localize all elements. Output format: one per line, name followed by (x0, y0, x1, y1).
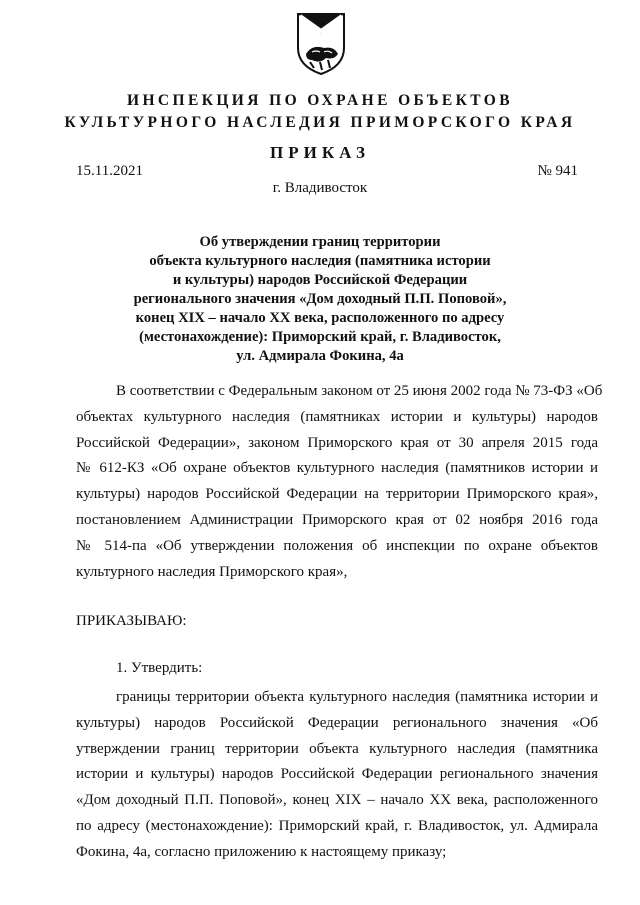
document-city: г. Владивосток (272, 180, 368, 196)
preamble-line: объектах культурного наследия (памятниках истории и культуры) народов (76, 408, 598, 425)
document-type: ПРИКАЗ (270, 143, 370, 162)
preamble-line: В соответствии с Федеральным законом от 25 июня 2002 года № 73-ФЗ «Об (116, 383, 603, 399)
title-line: Об утверждении границ территории (199, 234, 441, 250)
title-line: ул. Адмирала Фокина, 4а (236, 348, 404, 364)
item-1-line: по адресу (местонахождение): Приморский край, г. Владивосток, ул. Адмирала (76, 817, 598, 834)
preamble-paragraph (76, 379, 603, 585)
item-1-line: Фокина, 4а, согласно приложению к настоящему приказу; (76, 843, 447, 860)
preamble-line: постановлением Администрации Приморского края от 02 ноября 2016 года (76, 511, 598, 528)
title-line: (местонахождение): Приморский край, г. Владивосток, (139, 329, 501, 345)
item-1-paragraph (76, 685, 598, 866)
preamble-line: Российской Федерации», законом Приморского края от 30 апреля 2015 года (76, 434, 598, 451)
coat-of-arms-icon (294, 10, 348, 78)
order-title (130, 233, 510, 366)
organization-name-line1: ИНСПЕКЦИЯ ПО ОХРАНЕ ОБЪЕКТОВ (127, 92, 513, 109)
item-1-line: «Дом доходный П.П. Поповой», конец XIX – начало XX века, расположенного (76, 792, 598, 809)
title-line: объекта культурного наследия (памятника истории (149, 253, 491, 269)
document-number: № 941 (537, 163, 578, 179)
preamble-line: культурного наследия Приморского края», (76, 563, 348, 580)
title-line: и культуры) народов Российской Федерации (172, 272, 468, 288)
item-1-label: 1. Утвердить: (116, 660, 203, 676)
item-1-line: культуры) народов Российской Федерации регионального значения «Об (76, 714, 598, 731)
item-1-line: утверждении границ территории объекта культурного наследия (памятника (76, 740, 598, 757)
document-date: 15.11.2021 (76, 163, 143, 179)
title-line: конец XIX – начало XX века, расположенного по адресу (135, 310, 505, 326)
item-1-line: истории и культуры) народов Российской Федерации регионального значения (76, 766, 598, 783)
preamble-line: культуры) народов Российской Федерации на территории Приморского края», (76, 486, 598, 503)
organization-name-line2: КУЛЬТУРНОГО НАСЛЕДИЯ ПРИМОРСКОГО КРАЯ (64, 114, 576, 131)
preamble-line: № 612-КЗ «Об охране объектов культурного наследия (памятников истории и (76, 460, 598, 477)
preamble-line: № 514-па «Об утверждении положения об инспекции по охране объектов (76, 537, 598, 554)
item-1-line: границы территории объекта культурного наследия (памятника истории и (116, 689, 598, 705)
orders-label: ПРИКАЗЫВАЮ: (76, 613, 187, 629)
title-line: регионального значения «Дом доходный П.П. Поповой», (133, 291, 507, 307)
